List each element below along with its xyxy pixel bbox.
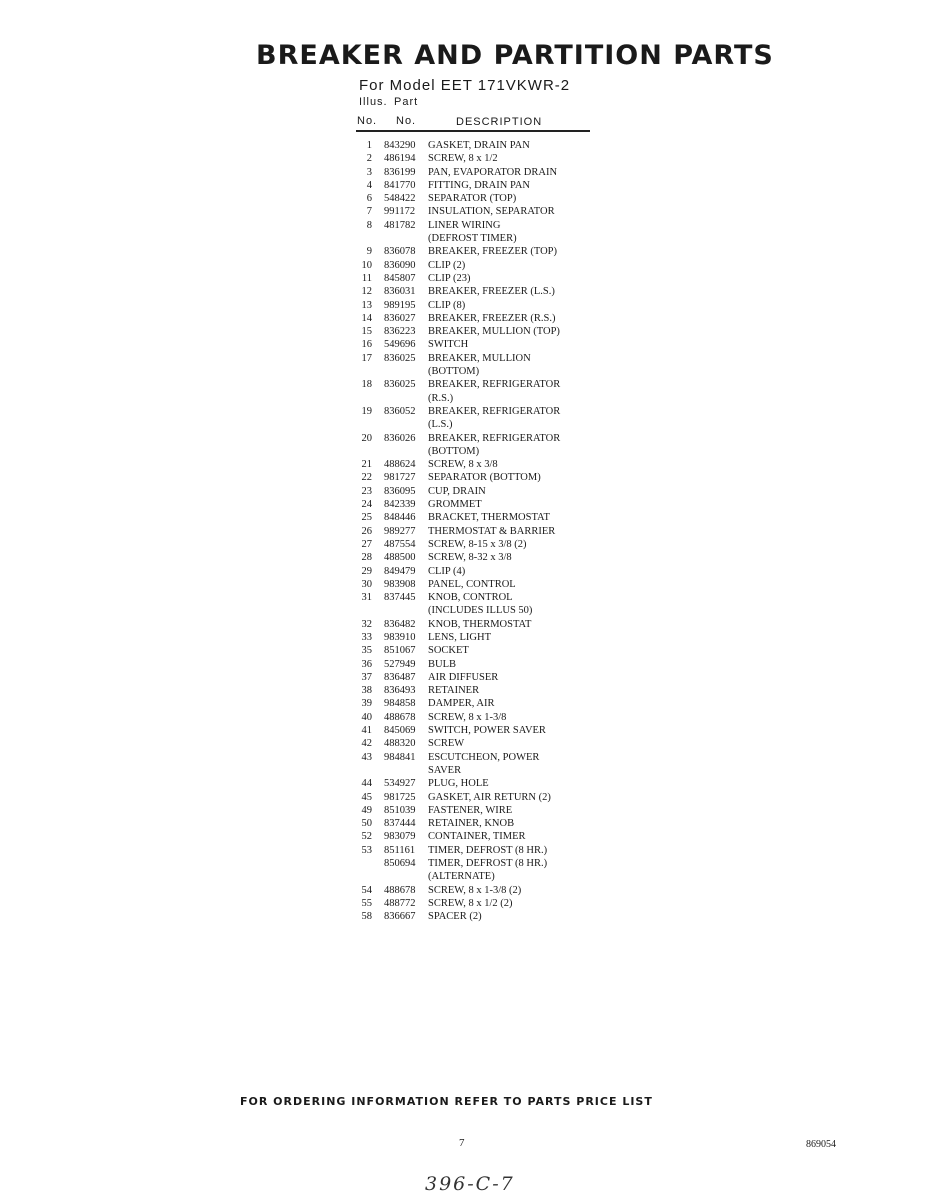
part-number: 983908 (384, 578, 416, 590)
parts-row (356, 671, 606, 684)
part-description (428, 644, 606, 657)
parts-row (356, 498, 606, 511)
parts-row (356, 897, 606, 910)
illus-number: 45 (361, 791, 372, 803)
part-number: 486194 (384, 153, 416, 165)
part-description (428, 219, 606, 246)
part-description (428, 897, 606, 910)
parts-row (356, 565, 606, 578)
description-line: RETAINER, KNOB (428, 818, 515, 830)
part-number: 981725 (384, 791, 416, 803)
parts-row (356, 737, 606, 750)
description-line: CLIP (4) (428, 565, 466, 577)
header-description: DESCRIPTION (456, 116, 543, 128)
part-number: 991172 (384, 206, 416, 218)
part-description (428, 910, 606, 923)
part-number: 836025 (384, 379, 416, 391)
illus-number: 2 (366, 153, 372, 165)
part-description (428, 658, 606, 671)
part-description (428, 432, 606, 459)
description-line: SCREW (428, 738, 465, 750)
parts-row (356, 166, 606, 179)
description-line: BREAKER, MULLION (TOP) (428, 326, 560, 338)
illus-number: 21 (361, 459, 372, 471)
part-description (428, 166, 606, 179)
part-number: 837445 (384, 592, 416, 604)
illus-number: 7 (366, 206, 372, 218)
part-number: 488772 (384, 897, 416, 909)
parts-row (356, 551, 606, 564)
illus-number: 42 (361, 738, 372, 750)
parts-row (356, 219, 606, 246)
part-number: 836493 (384, 685, 416, 697)
description-line: (INCLUDES ILLUS 50) (428, 605, 533, 617)
parts-row (356, 631, 606, 644)
illus-number: 10 (361, 259, 372, 271)
part-number: 989277 (384, 525, 416, 537)
part-description (428, 551, 606, 564)
illus-number: 22 (361, 472, 372, 484)
part-number: 842339 (384, 499, 416, 511)
part-description (428, 684, 606, 697)
description-line: KNOB, THERMOSTAT (428, 618, 532, 630)
parts-row (356, 285, 606, 298)
part-description (428, 338, 606, 351)
description-line: GASKET, AIR RETURN (2) (428, 791, 551, 803)
part-number: 843290 (384, 140, 416, 151)
part-number: 548422 (384, 193, 416, 205)
description-line: BRACKET, THERMOSTAT (428, 512, 550, 524)
description-line: TIMER, DEFROST (8 HR.) (428, 858, 548, 870)
description-line: (ALTERNATE) (428, 871, 495, 883)
parts-row (356, 192, 606, 205)
part-number: 845807 (384, 272, 416, 284)
description-line: KNOB, CONTROL (428, 592, 513, 604)
description-line: SEPARATOR (TOP) (428, 193, 517, 205)
part-description (428, 352, 606, 379)
part-description (428, 737, 606, 750)
part-description (428, 299, 606, 312)
illus-number: 30 (361, 578, 372, 590)
part-number: 836031 (384, 286, 416, 298)
description-line: SWITCH (428, 339, 469, 351)
parts-row (356, 751, 606, 778)
description-line: SCREW, 8 x 1/2 (428, 153, 498, 165)
part-description (428, 817, 606, 830)
description-line: BREAKER, FREEZER (L.S.) (428, 286, 555, 298)
description-line: DAMPER, AIR (428, 698, 495, 710)
description-line: SAVER (428, 764, 462, 776)
description-line: PLUG, HOLE (428, 778, 489, 790)
part-number: 984841 (384, 751, 416, 763)
parts-row (356, 804, 606, 817)
parts-row (356, 205, 606, 218)
part-description (428, 325, 606, 338)
illus-number: 55 (361, 897, 372, 909)
description-line: CONTAINER, TIMER (428, 831, 526, 843)
part-number: 851067 (384, 645, 416, 657)
illus-number: 12 (361, 286, 372, 298)
parts-row (356, 312, 606, 325)
header-illus-no: No. (357, 115, 378, 127)
page-number: 7 (459, 1137, 465, 1149)
description-line: CLIP (23) (428, 272, 471, 284)
illus-number: 25 (361, 512, 372, 524)
parts-row (356, 378, 606, 405)
part-number: 488320 (384, 738, 416, 750)
parts-row (356, 844, 606, 857)
illus-number: 52 (361, 831, 372, 843)
part-description (428, 259, 606, 272)
part-description (428, 565, 606, 578)
part-description (428, 578, 606, 591)
description-line: BREAKER, REFRIGERATOR (428, 432, 561, 444)
description-line: ESCUTCHEON, POWER (428, 751, 540, 763)
parts-row (356, 139, 606, 152)
parts-row (356, 511, 606, 524)
illus-number: 26 (361, 525, 372, 537)
part-description (428, 671, 606, 684)
part-number: 984858 (384, 698, 416, 710)
parts-row (356, 857, 606, 884)
parts-row (356, 245, 606, 258)
part-description (428, 830, 606, 843)
parts-row (356, 684, 606, 697)
parts-row (356, 152, 606, 165)
illus-number: 23 (361, 485, 372, 497)
part-number: 851039 (384, 804, 416, 816)
header-rule (356, 130, 590, 132)
description-line: SCREW, 8 x 1/2 (2) (428, 897, 513, 909)
part-description (428, 458, 606, 471)
part-description (428, 179, 606, 192)
part-number: 849479 (384, 565, 416, 577)
description-line: CLIP (8) (428, 299, 466, 311)
description-line: BREAKER, REFRIGERATOR (428, 379, 561, 391)
parts-row (356, 471, 606, 484)
header-part: Part (394, 96, 419, 108)
part-description (428, 525, 606, 538)
parts-row (356, 724, 606, 737)
parts-row (356, 538, 606, 551)
parts-row (356, 179, 606, 192)
part-number: 488678 (384, 884, 416, 896)
description-line: CUP, DRAIN (428, 485, 486, 497)
description-line: BREAKER, REFRIGERATOR (428, 405, 561, 417)
part-number: 983910 (384, 631, 416, 643)
illus-number: 28 (361, 552, 372, 564)
part-number: 836078 (384, 246, 416, 258)
illus-number: 17 (361, 352, 372, 364)
part-description (428, 471, 606, 484)
illus-number: 39 (361, 698, 372, 710)
description-line: GROMMET (428, 499, 482, 511)
parts-row (356, 405, 606, 432)
illus-number: 18 (361, 379, 372, 391)
parts-row (356, 817, 606, 830)
part-description (428, 192, 606, 205)
description-line: LENS, LIGHT (428, 631, 491, 643)
description-line: BREAKER, MULLION (428, 352, 531, 364)
parts-row (356, 697, 606, 710)
description-line: (BOTTOM) (428, 445, 480, 457)
part-description (428, 498, 606, 511)
description-line: GASKET, DRAIN PAN (428, 140, 530, 151)
part-number: 836199 (384, 166, 416, 178)
illus-number: 54 (361, 884, 372, 896)
description-line: THERMOSTAT & BARRIER (428, 525, 556, 537)
parts-row (356, 791, 606, 804)
illus-number: 31 (361, 592, 372, 604)
parts-row (356, 711, 606, 724)
handwritten-note: 396-C-7 (425, 1173, 515, 1195)
part-number: 488678 (384, 711, 416, 723)
description-line: (BOTTOM) (428, 366, 480, 378)
description-line: BULB (428, 658, 457, 670)
part-description (428, 139, 606, 152)
parts-row (356, 644, 606, 657)
parts-row (356, 884, 606, 897)
page-title: BREAKER AND PARTITION PARTS (256, 40, 774, 71)
header-illus: Illus. (359, 96, 388, 108)
part-description (428, 791, 606, 804)
part-number: 488500 (384, 552, 416, 564)
parts-row (356, 910, 606, 923)
description-line: FITTING, DRAIN PAN (428, 179, 530, 191)
parts-row (356, 352, 606, 379)
part-number: 836027 (384, 312, 416, 324)
illus-number: 33 (361, 631, 372, 643)
description-line: RETAINER (428, 685, 480, 697)
illus-number: 58 (361, 911, 372, 923)
description-line: LINER WIRING (428, 219, 501, 231)
part-number: 836482 (384, 618, 416, 630)
illus-number: 53 (361, 844, 372, 856)
description-line: SEPARATOR (BOTTOM) (428, 472, 541, 484)
part-number: 851161 (384, 844, 416, 856)
part-description (428, 884, 606, 897)
description-line: SPACER (2) (428, 911, 482, 923)
part-number: 527949 (384, 658, 416, 670)
part-description (428, 285, 606, 298)
illus-number: 44 (361, 778, 372, 790)
part-number: 845069 (384, 725, 416, 737)
part-number: 983079 (384, 831, 416, 843)
illus-number: 24 (361, 499, 372, 511)
description-line: SCREW, 8 x 1-3/8 (428, 711, 507, 723)
part-number: 487554 (384, 538, 416, 550)
illus-number: 43 (361, 751, 372, 763)
illus-number: 27 (361, 538, 372, 550)
parts-row (356, 325, 606, 338)
part-description (428, 697, 606, 710)
parts-row (356, 830, 606, 843)
illus-number: 1 (366, 140, 372, 151)
header-part-no: No. (396, 115, 417, 127)
part-number: 841770 (384, 179, 416, 191)
description-line: SCREW, 8 x 1-3/8 (2) (428, 884, 522, 896)
description-line: SCREW, 8 x 3/8 (428, 459, 498, 471)
description-line: AIR DIFFUSER (428, 671, 499, 683)
part-description (428, 485, 606, 498)
document-number: 869054 (806, 1139, 836, 1150)
illus-number: 49 (361, 804, 372, 816)
description-line: BREAKER, FREEZER (TOP) (428, 246, 558, 258)
illus-number: 32 (361, 618, 372, 630)
part-number: 836095 (384, 485, 416, 497)
part-description (428, 205, 606, 218)
illus-number: 41 (361, 725, 372, 737)
illus-number: 38 (361, 685, 372, 697)
part-number: 850694 (384, 858, 416, 870)
part-number: 481782 (384, 219, 416, 231)
description-line: SOCKET (428, 645, 469, 657)
description-line: SCREW, 8-32 x 3/8 (428, 552, 512, 564)
illus-number: 14 (361, 312, 372, 324)
part-description (428, 777, 606, 790)
parts-row (356, 272, 606, 285)
parts-row (356, 578, 606, 591)
description-line: (DEFROST TIMER) (428, 233, 517, 245)
part-description (428, 711, 606, 724)
part-description (428, 631, 606, 644)
description-line: SWITCH, POWER SAVER (428, 725, 546, 737)
parts-row (356, 618, 606, 631)
description-line: (L.S.) (428, 419, 453, 431)
description-line: BREAKER, FREEZER (R.S.) (428, 312, 556, 324)
parts-row (356, 299, 606, 312)
part-number: 836667 (384, 911, 416, 923)
parts-row (356, 591, 606, 618)
illus-number: 19 (361, 405, 372, 417)
part-number: 534927 (384, 778, 416, 790)
description-line: INSULATION, SEPARATOR (428, 206, 555, 218)
illus-number: 4 (366, 179, 372, 191)
part-description (428, 312, 606, 325)
description-line: SCREW, 8-15 x 3/8 (2) (428, 538, 527, 550)
illus-number: 6 (366, 193, 372, 205)
illus-number: 9 (366, 246, 372, 258)
illus-number: 15 (361, 326, 372, 338)
illus-number: 29 (361, 565, 372, 577)
part-number: 848446 (384, 512, 416, 524)
illus-number: 37 (361, 671, 372, 683)
illus-number: 50 (361, 818, 372, 830)
parts-list (356, 139, 606, 924)
part-description (428, 618, 606, 631)
illus-number: 20 (361, 432, 372, 444)
part-description (428, 272, 606, 285)
part-description (428, 538, 606, 551)
part-description (428, 245, 606, 258)
model-subtitle: For Model EET 171VKWR-2 (359, 77, 571, 94)
illus-number: 35 (361, 645, 372, 657)
part-description (428, 751, 606, 778)
part-description (428, 724, 606, 737)
illus-number: 11 (361, 272, 372, 284)
part-number: 836052 (384, 405, 416, 417)
part-description (428, 844, 606, 857)
description-line: PANEL, CONTROL (428, 578, 516, 590)
part-number: 836223 (384, 326, 416, 338)
part-description (428, 804, 606, 817)
parts-row (356, 485, 606, 498)
part-number: 836487 (384, 671, 416, 683)
part-number: 981727 (384, 472, 416, 484)
description-line: CLIP (2) (428, 259, 466, 271)
description-line: FASTENER, WIRE (428, 804, 513, 816)
part-number: 837444 (384, 818, 416, 830)
part-number: 836090 (384, 259, 416, 271)
part-description (428, 405, 606, 432)
part-description (428, 152, 606, 165)
part-description (428, 511, 606, 524)
illus-number: 3 (366, 166, 372, 178)
part-number: 836025 (384, 352, 416, 364)
illus-number: 13 (361, 299, 372, 311)
part-description (428, 857, 606, 884)
part-description (428, 378, 606, 405)
ordering-footer: FOR ORDERING INFORMATION REFER TO PARTS PRICE LIST (240, 1095, 653, 1108)
illus-number: 40 (361, 711, 372, 723)
part-number: 989195 (384, 299, 416, 311)
description-line: (R.S.) (428, 392, 454, 404)
parts-row (356, 658, 606, 671)
part-number: 488624 (384, 459, 416, 471)
parts-row (356, 458, 606, 471)
parts-row (356, 777, 606, 790)
parts-row (356, 525, 606, 538)
parts-row (356, 338, 606, 351)
part-number: 549696 (384, 339, 416, 351)
part-number: 836026 (384, 432, 416, 444)
description-line: TIMER, DEFROST (8 HR.) (428, 844, 548, 856)
description-line: PAN, EVAPORATOR DRAIN (428, 166, 558, 178)
part-description (428, 591, 606, 618)
parts-row (356, 259, 606, 272)
illus-number: 16 (361, 339, 372, 351)
illus-number: 36 (361, 658, 372, 670)
parts-row (356, 432, 606, 459)
illus-number: 8 (366, 219, 372, 231)
